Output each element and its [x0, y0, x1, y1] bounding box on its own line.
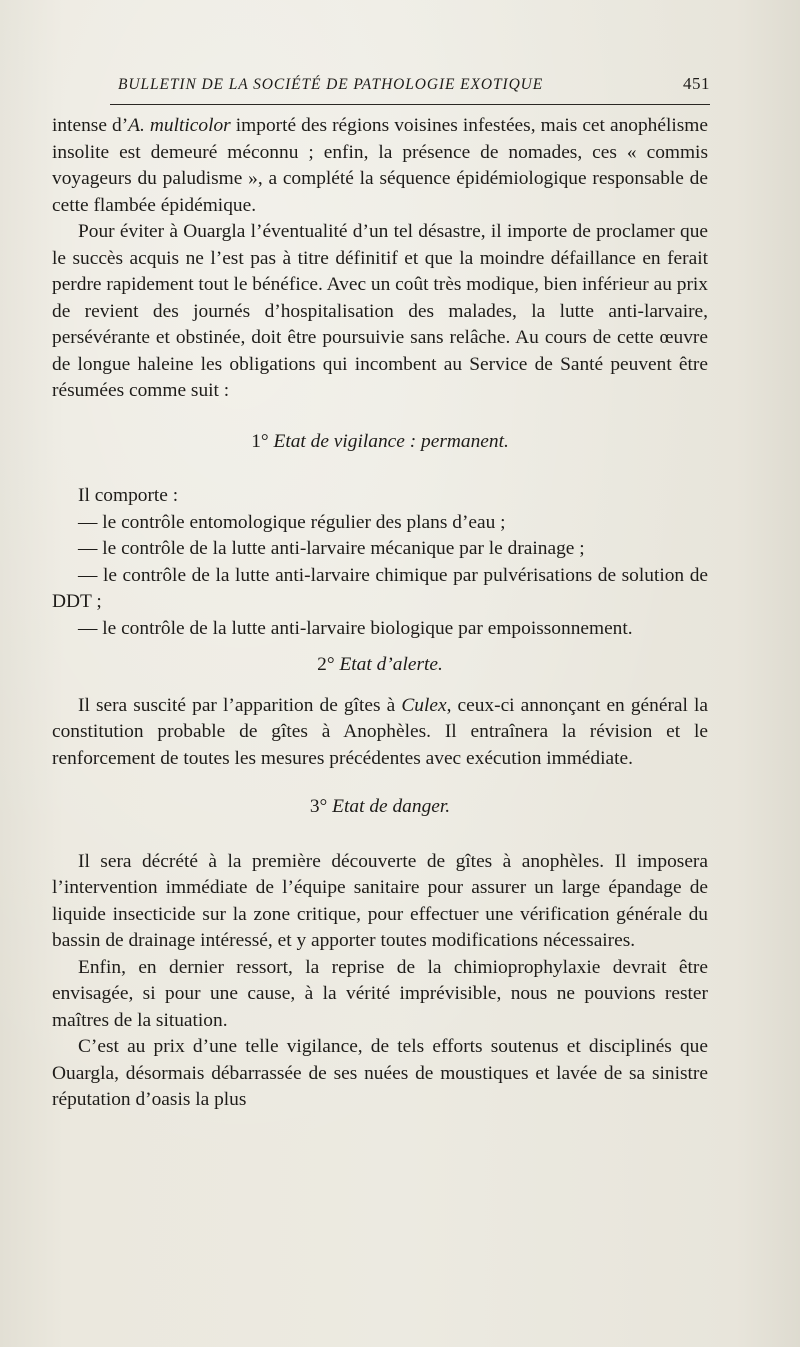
- genus-name: Culex: [401, 694, 447, 716]
- page-number: 451: [683, 74, 710, 93]
- paragraph-final: C’est au prix d’une telle vigilance, de tels efforts soutenus et disciplinés que Ouargla, désormais débarrassée de ses nuées de moustiques et lavée de sa sinistre réputation d’oasis la plus: [52, 1036, 708, 1110]
- article-body: [52, 113, 708, 1114]
- p1-text-start: intense d’: [52, 115, 129, 136]
- s2-text-start: Il sera suscité par l’apparition de gîtes à: [78, 694, 402, 716]
- section-heading-vigilance: [52, 429, 708, 456]
- section-title: Etat d’alerte.: [339, 654, 443, 675]
- paragraph-continued: [52, 113, 708, 219]
- journal-title: BULLETIN DE LA SOCIÉTÉ DE PATHOLOGIE EXOTIQUE: [118, 76, 544, 93]
- section-title: Etat de vigilance : permanent.: [273, 430, 509, 452]
- section-number: 3°: [309, 796, 328, 817]
- s2-text-end: , ceux-ci annonçant en général la constitution probable de gîtes à Anophèles. Il entraînera la révision et le renforcement de toutes les mesures précédentes avec exécution immédiate.: [52, 694, 708, 769]
- section-heading-danger: [52, 794, 708, 821]
- p1-text-end: importé des régions voisines infestées, mais cet anophélisme insolite est demeuré méconnu ; enfin, la présence de nomades, ces « commis voyageurs du paludisme », a complété la séquence épidémiologique responsable de cette flambée épidémique.: [52, 115, 708, 216]
- spacer: [52, 455, 708, 483]
- header-rule: [110, 104, 710, 105]
- spacer: [52, 772, 708, 794]
- section-number: 1°: [251, 430, 269, 452]
- list-item: — le contrôle entomologique régulier des plans d’eau ;: [78, 511, 506, 533]
- section-title: Etat de danger.: [332, 796, 451, 817]
- paragraph-danger: Il sera décrété à la première découverte de gîtes à anophèles. Il imposera l’intervention immédiate de l’équipe sanitaire pour assurer un large épandage de liquide insecticide sur la zone critique, pour effectuer une vérification générale du bassin de drainage intéressé, et y apporter toutes modifications nécessaires.: [52, 850, 708, 951]
- list-item: — le contrôle de la lutte anti-larvaire biologique par empoissonnement.: [78, 617, 633, 639]
- spacer: [52, 821, 708, 849]
- list-item: — le contrôle de la lutte anti-larvaire chimique par pulvérisations de solution de DDT ;: [52, 564, 708, 612]
- section-heading-alerte: [52, 652, 708, 679]
- section-number: 2°: [317, 654, 335, 675]
- spacer: [52, 679, 708, 693]
- list-item: — le contrôle de la lutte anti-larvaire mécanique par le drainage ;: [78, 538, 585, 559]
- list-intro: Il comporte :: [78, 485, 179, 506]
- spacer: [52, 405, 708, 429]
- running-header: [118, 72, 708, 102]
- species-name: A. multicolor: [128, 115, 231, 136]
- spacer: [52, 642, 708, 652]
- paragraph-alerte: [52, 693, 708, 773]
- paragraph-pour-eviter: Pour éviter à Ouargla l’éventualité d’un tel désastre, il importe de proclamer que le succès acquis ne l’est pas à titre définitif et que la moindre défaillance en ferait perdre rapidement tout le bénéfice. Avec un coût très modique, bien inférieur au prix de revient des journés d’hospitalisation des malades, la lutte anti-larvaire, persévérante et obstinée, doit être poursuivie sans relâche. Au cours de cette œuvre de longue haleine les obligations qui incombent au Service de Santé peuvent être résumées comme suit :: [52, 221, 708, 401]
- paragraph-enfin: Enfin, en dernier ressort, la reprise de la chimioprophylaxie devrait être envisagée, si pour une cause, à la vérité imprévisible, nous ne pouvions rester maîtres de la situation.: [52, 956, 708, 1031]
